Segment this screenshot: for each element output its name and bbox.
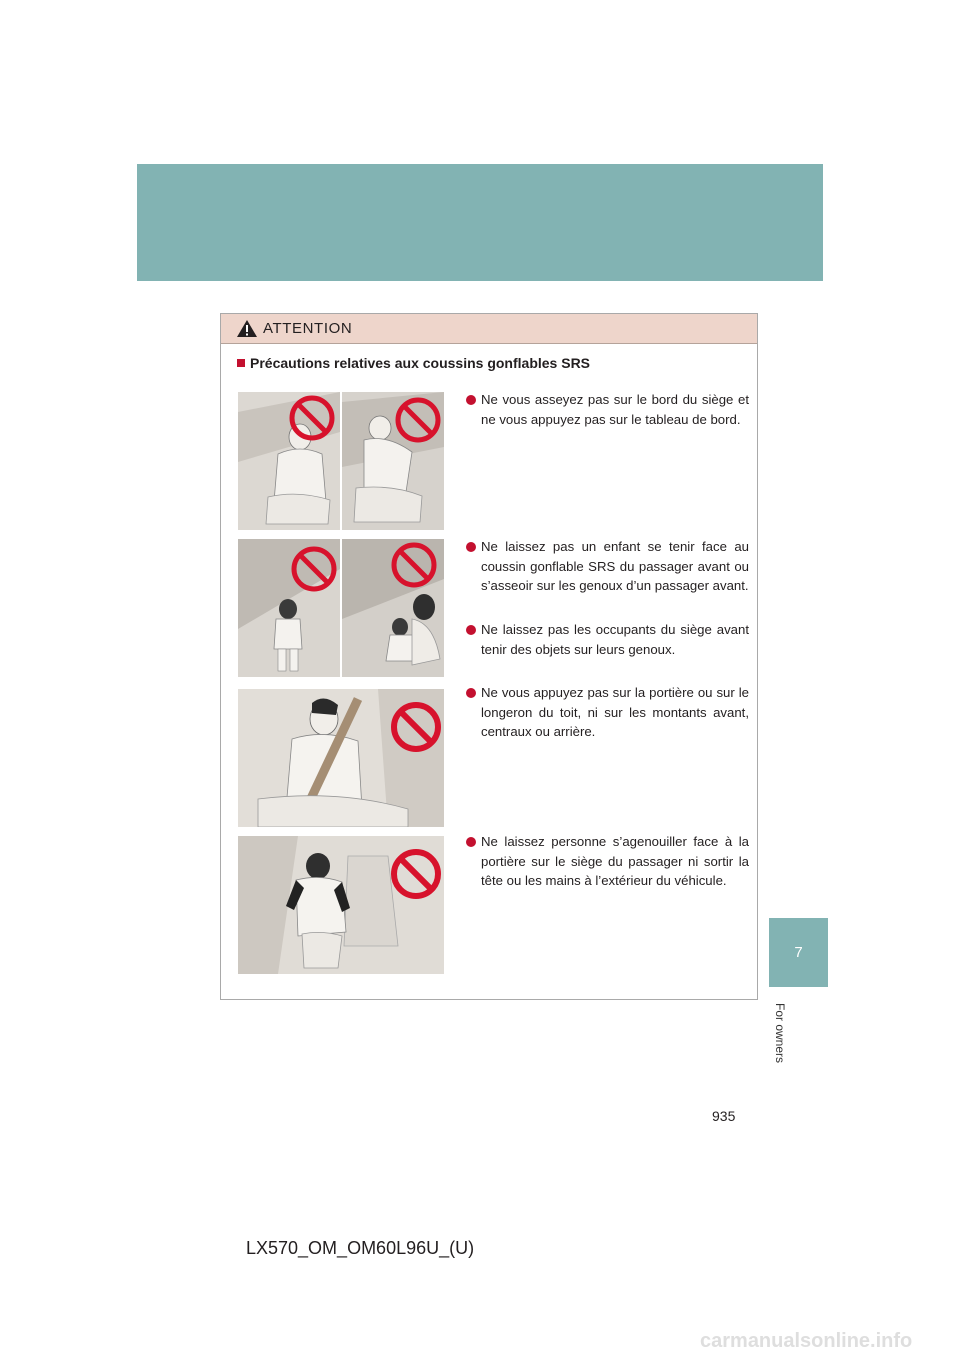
- illustration-leaning-on-door: [238, 689, 444, 827]
- illustration-child-on-lap: [342, 539, 444, 677]
- bullet-dot-icon: [466, 837, 476, 847]
- illustration-kneeling-facing-door: [238, 836, 444, 974]
- chapter-label: For owners: [773, 1002, 787, 1063]
- bullet-item: Ne laissez pas un enfant se tenir face au coussin gonflable SRS du passager avant ou s’asseoir sur les genoux d’un passager avant.: [466, 537, 749, 596]
- chapter-tab[interactable]: [769, 918, 828, 987]
- section-title: Précautions relatives aux coussins gonflables SRS: [237, 355, 590, 371]
- bullet-dot-icon: [466, 625, 476, 635]
- bullet-dot-icon: [466, 688, 476, 698]
- bullet-item: Ne laissez pas les occupants du siège avant tenir des objets sur leurs genoux.: [466, 620, 749, 659]
- warning-icon: [236, 319, 258, 338]
- chapter-header-band: [137, 164, 823, 281]
- bullet-dot-icon: [466, 395, 476, 405]
- section-marker-icon: [237, 359, 245, 367]
- bullet-item: Ne laissez personne s’agenouiller face à la portière sur le siège du passager ni sortir la tête ou les mains à l’extérieur du véhicule.: [466, 832, 749, 891]
- attention-header: [221, 314, 757, 344]
- bullet-dot-icon: [466, 542, 476, 552]
- illustration-leaning-on-dashboard: [342, 392, 444, 530]
- attention-box: [220, 313, 758, 1000]
- document-code: LX570_OM_OM60L96U_(U): [246, 1238, 475, 1258]
- chapter-number: 7: [794, 944, 803, 961]
- illustration-sitting-on-seat-edge: [238, 392, 340, 530]
- attention-title: ATTENTION: [263, 320, 353, 337]
- illustration-child-facing-airbag: [238, 539, 340, 677]
- bullet-item: Ne vous asseyez pas sur le bord du siège et ne vous appuyez pas sur le tableau de bord.: [466, 390, 749, 429]
- bullet-item: Ne vous appuyez pas sur la portière ou sur le longeron du toit, ni sur les montants avant, centraux ou arrière.: [466, 683, 749, 742]
- page-number: 935: [712, 1108, 736, 1124]
- watermark: carmanualsonline.info: [700, 1330, 913, 1352]
